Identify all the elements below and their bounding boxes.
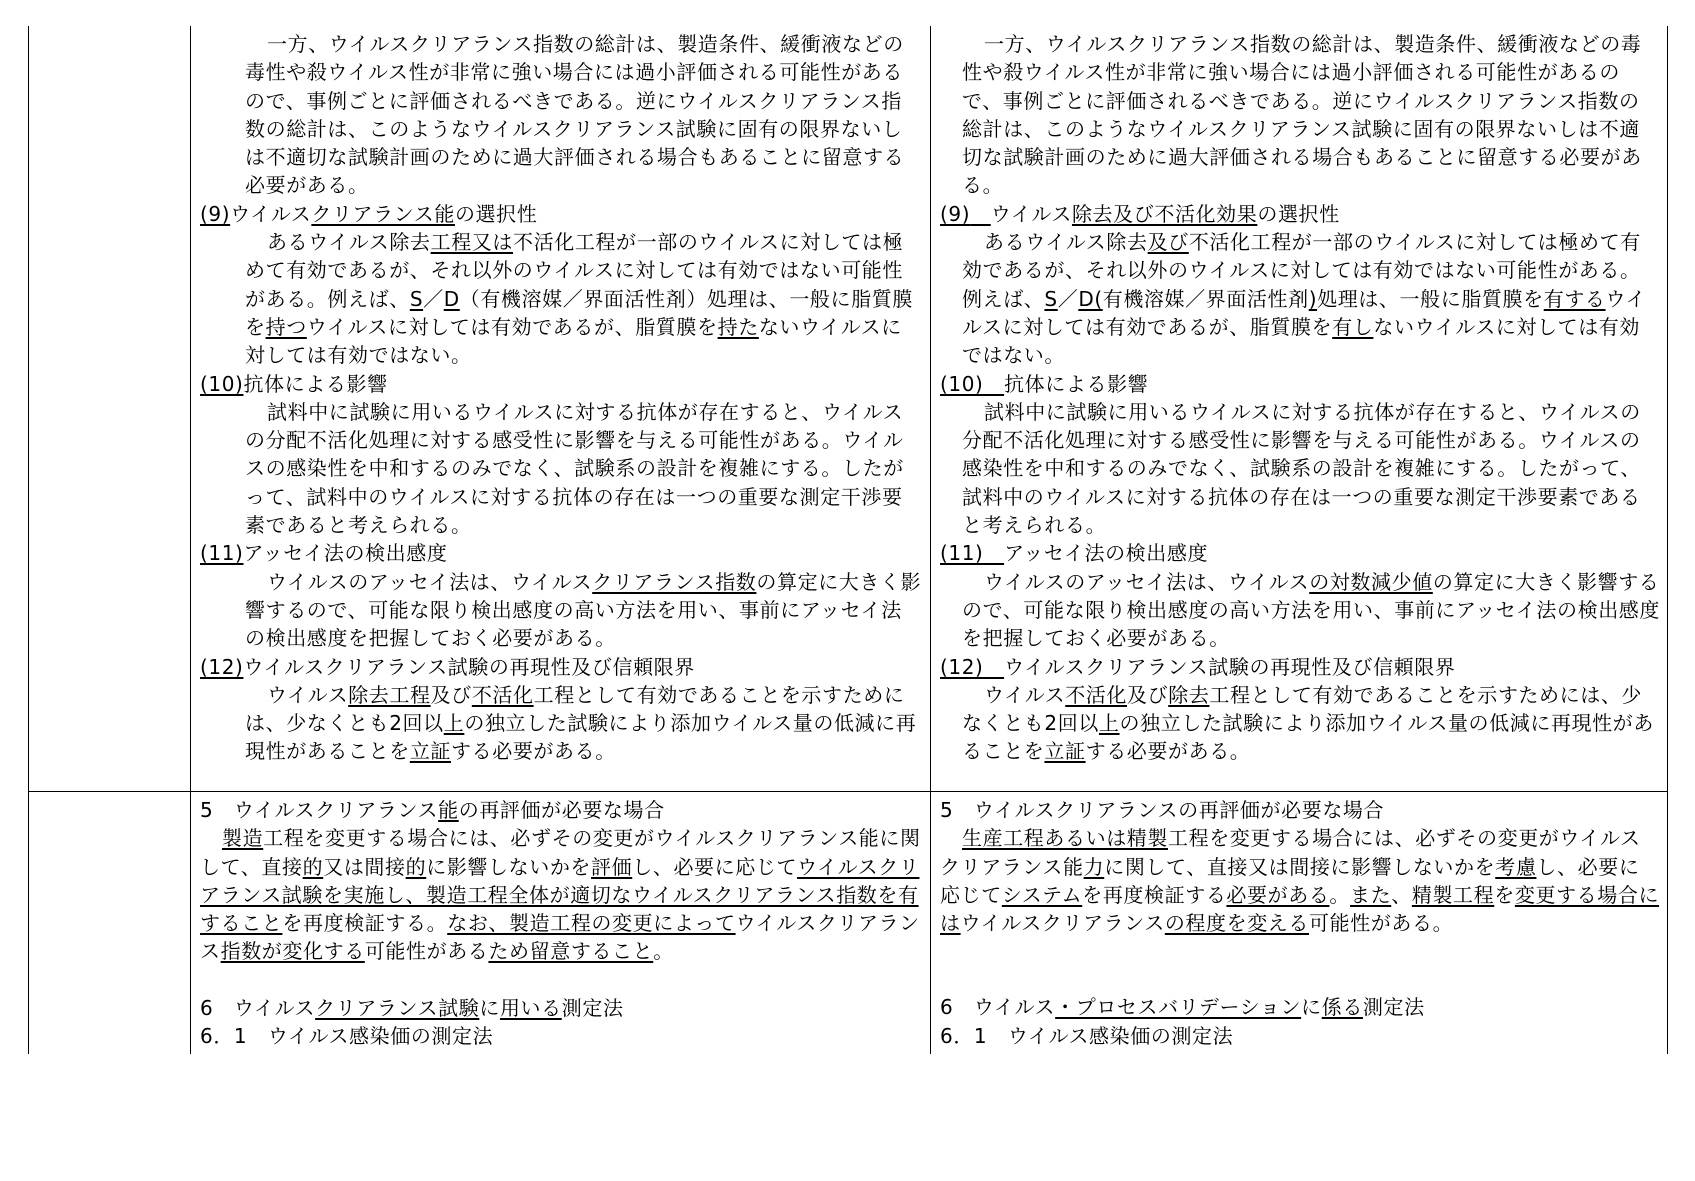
left-heading-12: (12)ウイルスクリアランス試験の再現性及び信頼限界: [200, 654, 695, 679]
left-paragraph-top: 一方、ウイルスクリアランス指数の総計は、製造条件、緩衝液などの毒性や殺ウイルス性が非常に強い場合には過小評価される可能性があるので、事例ごとに評価されるべきである。逆にウイルスクリアランス指数の総計は、このようなウイルスクリアランス試験に固有の限界ないしは不適切な試験計画のために過大評価される場合もあることに留意する必要がある。: [245, 32, 905, 198]
right-paragraph-12: ウイルス不活化及び除去工程として有効であることを示すためには、少なくとも2回以上の独立した試験により添加ウイルス量の低減に再現性があることを立証する必要がある。: [962, 682, 1654, 764]
left-paragraph-10: 試料中に試験に用いるウイルスに対する抗体が存在すると、ウイルスの分配不活化処理に対する感受性に影響を与える可能性がある。ウイルスの感染性を中和するのみでなく、試験系の設計を複雑にする。したがって、試料中のウイルスに対する抗体の存在は一つの重要な測定干渉要素であると考えられる。: [245, 399, 904, 538]
table-rule-2: [930, 26, 931, 1054]
right-heading-10: (10) 抗体による影響: [940, 371, 1149, 396]
left-heading-6-1: 6．1 ウイルス感染価の測定法: [200, 1024, 494, 1049]
table-rule-1: [190, 26, 191, 1054]
left-paragraph-11: ウイルスのアッセイ法は、ウイルスクリアランス指数の算定に大きく影響するので、可能な限り検出感度の高い方法を用い、事前にアッセイ法の検出感度を把握しておく必要がある。: [245, 569, 922, 651]
comparison-table: [28, 26, 1668, 1054]
left-heading-10: (10)抗体による影響: [200, 371, 388, 396]
left-column-lower: [200, 796, 922, 1050]
right-heading-12: (12) ウイルスクリアランス試験の再現性及び信頼限界: [940, 654, 1456, 679]
left-paragraph-12: ウイルス除去工程及び不活化工程として有効であることを示すためには、少なくとも2回以上の独立した試験により添加ウイルス量の低減に再現性があることを立証する必要がある。: [245, 682, 917, 764]
right-heading-11: (11) アッセイ法の検出感度: [940, 541, 1209, 566]
right-heading-6: 6 ウイルス・プロセスバリデーションに係る測定法: [940, 995, 1425, 1020]
right-column-upper: [940, 30, 1660, 766]
right-heading-5: 5 ウイルスクリアランスの再評価が必要な場合: [940, 798, 1385, 822]
spacer: [940, 937, 1660, 993]
right-heading-6-1: 6．1 ウイルス感染価の測定法: [940, 1023, 1234, 1048]
left-heading-6: 6 ウイルスクリアランス試験に用いる測定法: [200, 995, 624, 1020]
left-heading-11: (11)アッセイ法の検出感度: [200, 541, 448, 566]
right-paragraph-11: ウイルスのアッセイ法は、ウイルスの対数減少値の算定に大きく影響するので、可能な限り検出感度の高い方法を用い、事前にアッセイ法の検出感度を把握しておく必要がある。: [962, 569, 1660, 651]
right-paragraph-5: 生産工程あるいは精製工程を変更する場合には、必ずその変更がウイルスクリアランス能力に関して、直接又は間接に影響しないかを考慮し、必要に応じてシステムを再度検証する必要がある。また、精製工程を変更する場合にはウイルスクリアランスの程度を変える可能性がある。: [940, 826, 1660, 936]
spacer: [200, 966, 922, 994]
table-rule-right: [1667, 26, 1668, 1054]
right-paragraph-10: 試料中に試験に用いるウイルスに対する抗体が存在すると、ウイルスの分配不活化処理に対する感受性に影響を与える可能性がある。ウイルスの感染性を中和するのみでなく、試験系の設計を複雑にする。したがって、試料中のウイルスに対する抗体の存在は一つの重要な測定干渉要素であると考えられる。: [962, 399, 1641, 538]
table-rule-left: [28, 26, 29, 1054]
right-paragraph-9: あるウイルス除去及び不活化工程が一部のウイルスに対しては極めて有効であるが、それ以外のウイルスに対しては有効ではない可能性がある。例えば、S／D(有機溶媒／界面活性剤)処理は、一般に脂質膜を有するウイルスに対しては有効であるが、脂質膜を有しないウイルスに対しては有効ではない。: [962, 230, 1647, 368]
left-paragraph-9: あるウイルス除去工程又は不活化工程が一部のウイルスに対しては極めて有効であるが、それ以外のウイルスに対しては有効ではない可能性がある。例えば、S／D（有機溶媒／界面活性剤）処理は、一般に脂質膜を持つウイルスに対しては有効であるが、脂質膜を持たないウイルスに対しては有効ではない。: [245, 230, 913, 368]
row-divider: [28, 791, 1668, 792]
left-heading-5: 5 ウイルスクリアランス能の再評価が必要な場合: [200, 798, 665, 822]
left-heading-9: (9)ウイルスクリアランス能の選択性: [200, 201, 538, 226]
right-column-lower: [940, 796, 1660, 1050]
right-heading-9: (9) ウイルス除去及び不活化効果の選択性: [940, 201, 1340, 226]
left-paragraph-5: 製造工程を変更する場合には、必ずその変更がウイルスクリアランス能に関して、直接的又は間接的に影響しないかを評価し、必要に応じてウイルスクリアランス試験を実施し、製造工程全体が適切なウイルスクリアランス指数を有することを再度検証する。なお、製造工程の変更によってウイルスクリアランス指数が変化する可能性があるため留意すること。: [200, 826, 921, 964]
right-paragraph-top: 一方、ウイルスクリアランス指数の総計は、製造条件、緩衝液などの毒性や殺ウイルス性が非常に強い場合には過小評価される可能性があるので、事例ごとに評価されるべきである。逆にウイルスクリアランス指数の総計は、このようなウイルスクリアランス試験に固有の限界ないしは不適切な試験計画のために過大評価される場合もあることに留意する必要がある。: [962, 32, 1642, 198]
left-column-upper: [200, 30, 922, 766]
